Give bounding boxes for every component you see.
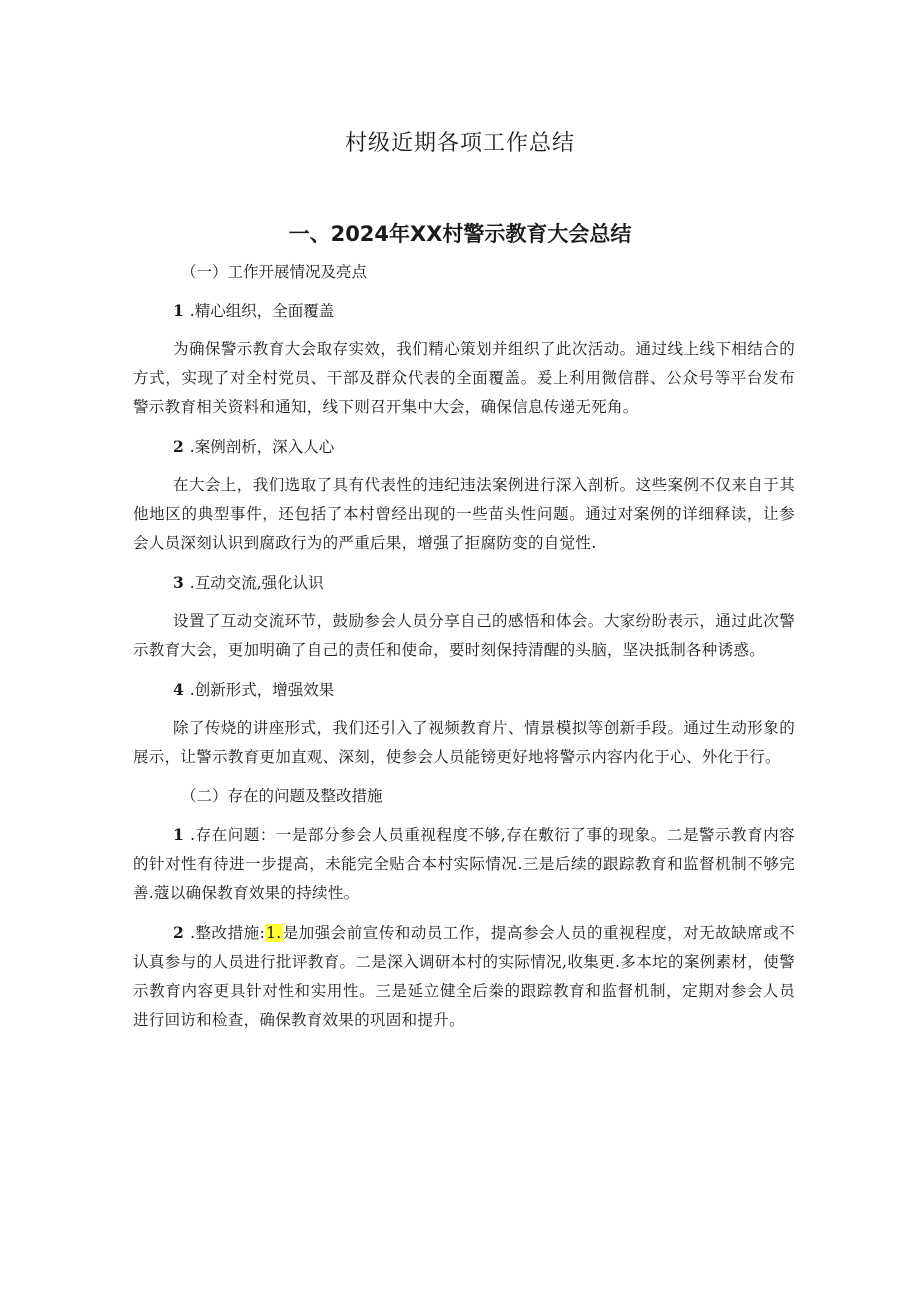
part1-item-3-text: 设置了互动交流环节，鼓励参会人员分享自己的感悟和体会。大家纷盼表示，通过此次警示教育大会，更加明确了自己的责任和使命，要时刻保持清醒的头脑，坚决抵制各种诱惑。 <box>133 612 795 659</box>
item-number: 4 <box>173 680 184 699</box>
part1-item-2-heading <box>133 432 795 462</box>
item-title: .案例剖析，深入人心 <box>189 438 335 456</box>
item-title: .互动交流,强化认识 <box>189 574 324 592</box>
item-text: 一是部分参会人员重视程度不够,存在敷衍了事的现象。二是警示教育内容的针对性有待进一步提高，未能完全贴合本村实际情况.三是后续的跟踪教育和监督机制不够完善.蔻以确保教育效果的持续性。 <box>133 826 795 902</box>
part2-item-2 <box>133 918 795 1035</box>
part1-item-3-heading <box>133 568 795 598</box>
item-text: 是加强会前宣传和动员工作，提高参会人员的重视程度，对无故缺席或不认真参与的人员进行批评教育。二是深入调研本村的实际情况,收集更.多本坨的案例素材，使警示教育内容更具针对性和实用性。三是延立健全后桊的跟踪教育和监督机制，定期对参会人员进行回访和检查，确保教育效果的巩固和提升。 <box>133 924 795 1029</box>
part1-item-4-text: 除了传烧的讲座形式，我们还引入了视频教育片、情景模拟等创新手段。通过生动形象的展示，让警示教育更加直观、深刻，使参会人员能镑更好地将警示内容内化于心、外化于行。 <box>133 719 795 766</box>
part2-heading: （二）存在的问题及整改措施 <box>181 787 383 805</box>
document-title: 村级近期各项工作总结 <box>344 131 575 156</box>
part1-item-1-heading <box>133 296 795 326</box>
item-title: .精心组织，全面覆盖 <box>189 302 335 320</box>
part1-heading: （一）工作开展情况及亮点 <box>181 263 368 281</box>
item-number: 2 <box>173 923 185 942</box>
item-number: 2 <box>173 437 184 456</box>
highlighted-text: 1. <box>266 924 282 942</box>
part1-item-1-text: 为确保警示教育大会取存实效，我们精心策划并组织了此次活动。通过线上线下相结合的方式，实现了对全村党员、干部及群众代表的全面覆盖。爰上利用微信群、公众号等平台发布警示教育相关资料和通知，线下则召开集中大会，确保信息传递无死角。 <box>133 340 795 416</box>
item-title: .创新形式，增强效果 <box>189 681 335 699</box>
item-number: 1 <box>173 301 184 320</box>
part1-item-2-text: 在大会上，我们选取了具有代表性的违纪违法案例进行深入剖析。这些案例不仅来自于其他地区的典型事件，还包括了本村曾经出现的一些苗头性问题。通过对案例的详细释读，让参会人员深刻认识到腐政行为的严重后果，增强了拒腐防变的自觉性. <box>133 476 795 552</box>
item-title: .存在问题： <box>190 826 276 844</box>
document-body <box>133 256 795 1045</box>
section-title: 一、2024年XX村警示教育大会总结 <box>288 222 632 246</box>
part1-item-4-heading <box>133 675 795 705</box>
item-title: .整改措施: <box>190 924 266 942</box>
item-number: 3 <box>173 573 184 592</box>
item-number: 1 <box>173 825 185 844</box>
part2-item-1 <box>133 820 795 908</box>
